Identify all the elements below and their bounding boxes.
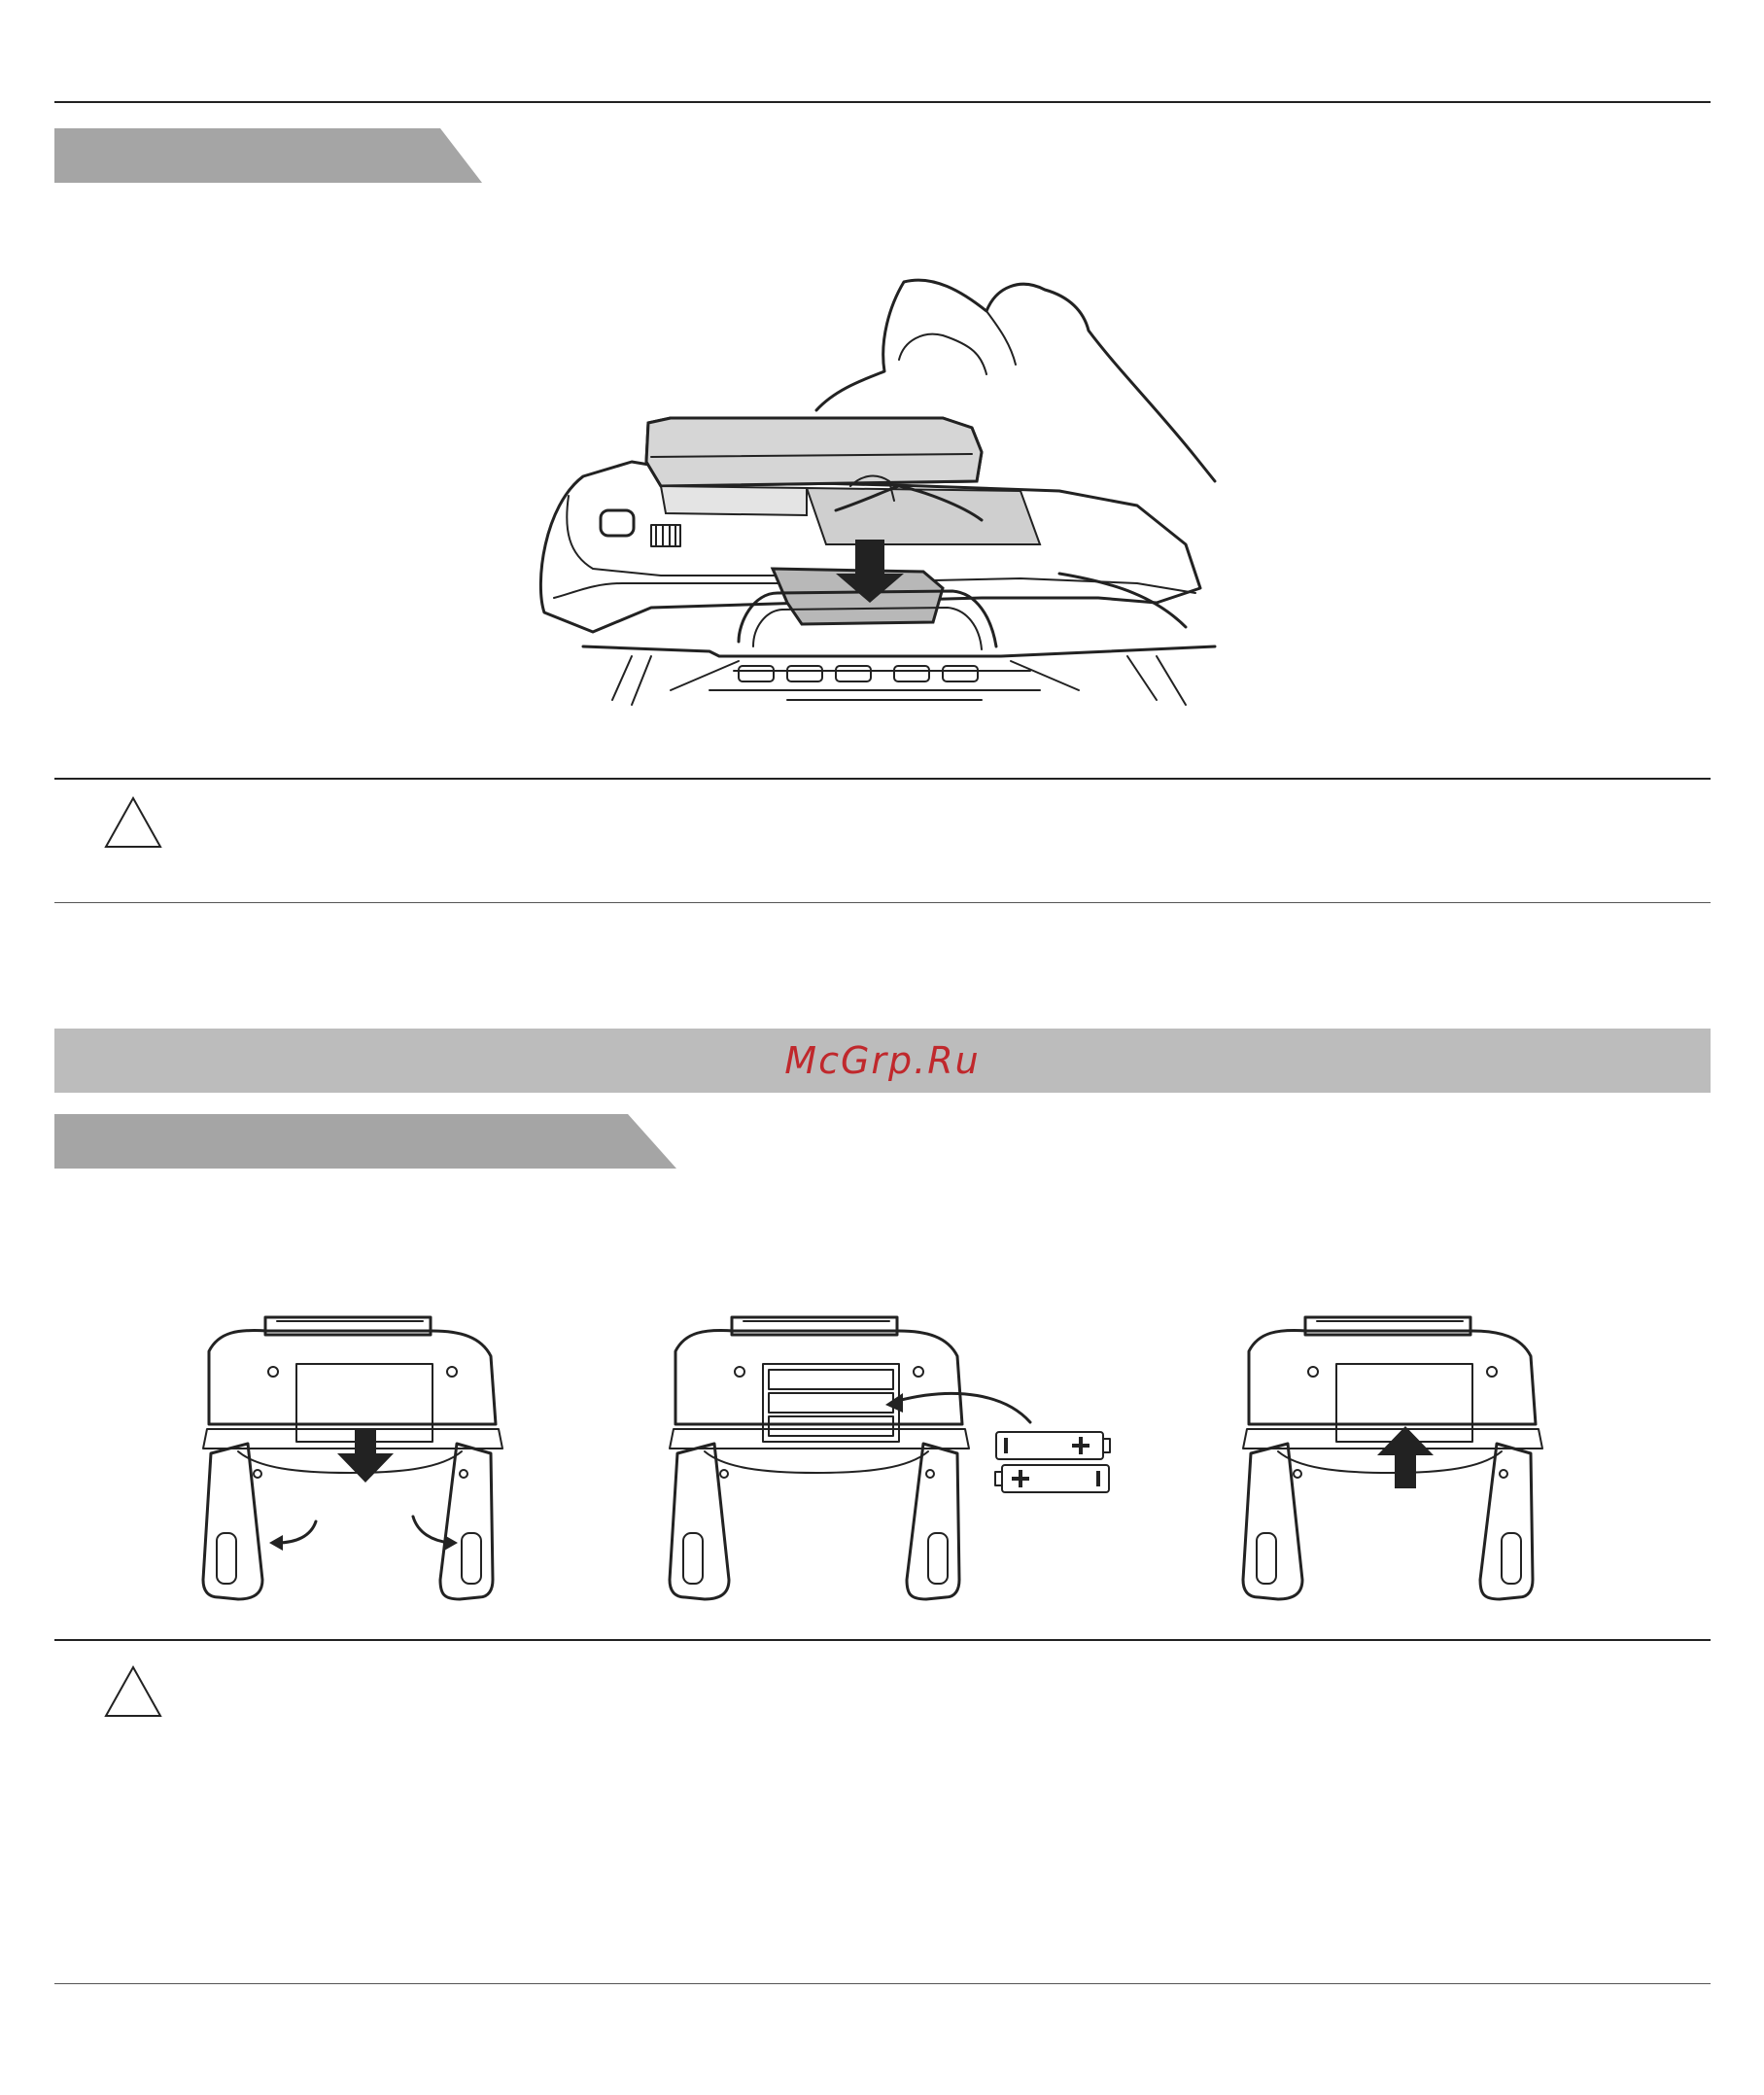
warning-box-2-top-rule — [54, 1639, 1711, 1641]
watermark-text: McGrp.Ru — [784, 1039, 981, 1082]
section-banner — [54, 1029, 1711, 1093]
warning-triangle-icon — [103, 1664, 163, 1719]
warning-box-top-rule — [54, 778, 1711, 780]
bottom-rule — [54, 1983, 1711, 1984]
controller-close-cover-illustration — [1239, 1317, 1570, 1609]
section-tab-controller-batteries — [54, 1114, 676, 1169]
warning-triangle-icon — [103, 795, 163, 850]
section-tab-battery — [54, 128, 482, 183]
drone-battery-illustration — [515, 262, 1273, 719]
warning-box-bottom-rule — [54, 902, 1711, 903]
controller-open-cover-illustration — [199, 1317, 530, 1609]
top-rule — [54, 101, 1711, 103]
controller-insert-batteries-illustration — [666, 1317, 1123, 1609]
